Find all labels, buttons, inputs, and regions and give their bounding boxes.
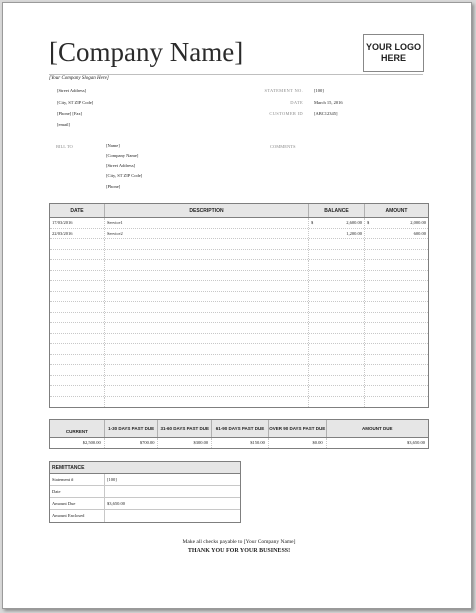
bill-to-city: [City, ST ZIP Code] [106,173,143,178]
aging-header [50,420,428,438]
empty-cell [50,271,105,281]
currency-symbol: $ [311,220,314,225]
remittance-row [50,474,240,486]
amount-due-value: $3,650.00 [407,440,426,445]
remittance-label: Date [50,486,105,497]
empty-cell [309,376,365,386]
row-date: 22/03/2016 [50,229,105,239]
thank-you-note: THANK YOU FOR YOUR BUSINESS! [187,548,291,554]
header-divider [49,74,423,75]
table-header [50,204,428,218]
balance-value: 2,600.00 [346,220,362,225]
empty-cell [365,323,428,333]
remittance-value[interactable] [105,510,107,522]
empty-cell [309,355,365,365]
empty-cell [105,313,309,323]
bill-to-company: [Company Name] [106,153,139,158]
company-name: [Company Name] [49,37,244,67]
row-balance [309,218,365,228]
empty-cell [365,260,428,270]
aging-over-90-header: OVER 90 DAYS PAST DUE [269,420,327,437]
table-row [50,344,428,355]
empty-cell [309,334,365,344]
empty-cell [309,271,365,281]
table-row [50,355,428,366]
table-row [50,376,428,387]
remittance-box [49,461,241,523]
remittance-row [50,510,240,522]
empty-cell [309,239,365,249]
empty-cell [365,292,428,302]
bill-to-street: [Street Address] [106,163,136,168]
empty-cell [50,281,105,291]
table-row [50,281,428,292]
statement-no-value: [100] [314,88,324,93]
empty-cell [105,376,309,386]
remittance-value[interactable] [105,486,107,497]
table-row [50,260,428,271]
empty-cell [309,323,365,333]
empty-cell [50,344,105,354]
aging-61-90-header: 61-90 DAYS PAST DUE [212,420,269,437]
empty-cell [50,386,105,396]
empty-cell [365,355,428,365]
table-row [50,397,428,408]
empty-cell [365,281,428,291]
remittance-label: Amount Enclosed [50,510,105,522]
empty-cell [50,313,105,323]
aging-values [50,438,428,448]
row-amount: 600.00 [413,230,426,236]
bill-to-phone: [Phone] [106,184,121,189]
empty-cell [105,292,309,302]
empty-cell [309,397,365,408]
remittance-value[interactable]: $3,650.00 [107,501,125,506]
empty-cell [105,281,309,291]
empty-cell [50,376,105,386]
empty-cell [50,355,105,365]
empty-cell [50,302,105,312]
table-row [50,302,428,313]
row-balance: 1,200.00 [309,229,365,239]
customer-id-value: [ABC12345] [314,111,338,116]
address-email: [email] [57,122,70,127]
empty-cell [365,271,428,281]
row-amount [365,218,428,228]
remittance-title: REMITTANCE [50,462,240,474]
customer-id-label: CUSTOMER ID [269,111,303,116]
row-description: Service2 [105,229,309,239]
row-date: 17/03/2016 [50,218,105,228]
table-row [50,313,428,324]
empty-cell [105,323,309,333]
amount-due-header: AMOUNT DUE [362,425,393,431]
company-slogan: [Your Company Slogan Here] [49,76,109,81]
line-items-table [49,203,429,408]
empty-cell [365,344,428,354]
empty-cell [365,250,428,260]
remittance-row [50,486,240,498]
payable-note: Make all checks payable to [Your Company Name] [182,539,296,545]
aging-over-90-value: $0.00 [269,438,327,448]
empty-cell [365,302,428,312]
remittance-value[interactable]: [100] [107,477,117,482]
bill-to-label: BILL TO [56,144,73,149]
empty-cell [365,397,428,408]
header-amount: AMOUNT [385,208,408,214]
table-row [50,239,428,250]
aging-31-60-value: $300.00 [158,438,212,448]
empty-cell [105,239,309,249]
aging-1-30-value: $700.00 [105,438,159,448]
empty-cell [365,386,428,396]
empty-cell [50,250,105,260]
header-description: DESCRIPTION [105,204,309,217]
empty-cell [309,344,365,354]
empty-cell [105,397,309,408]
empty-cell [50,334,105,344]
currency-symbol: $ [367,220,370,225]
empty-cell [309,302,365,312]
remittance-label: Amount Due [50,498,105,509]
empty-cell [105,260,309,270]
empty-cell [309,365,365,375]
empty-cell [309,292,365,302]
empty-cell [50,365,105,375]
address-city: [City, ST ZIP Code] [57,100,94,105]
table-row [50,250,428,261]
table-row [50,334,428,345]
empty-cell [365,239,428,249]
aging-31-60-header: 31-60 DAYS PAST DUE [158,420,212,437]
logo-placeholder: YOUR LOGO HERE [363,34,424,72]
empty-cell [50,239,105,249]
statement-no-label: STATEMENT NO. [264,88,303,93]
empty-cell [365,376,428,386]
empty-cell [309,281,365,291]
table-row [50,323,428,334]
empty-cell [365,334,428,344]
empty-cell [105,355,309,365]
aging-current-value: $2,500.00 [50,438,105,448]
remittance-row [50,498,240,510]
statement-page [2,2,472,609]
empty-cell [105,271,309,281]
table-row [50,218,428,229]
empty-cell [309,386,365,396]
table-row [50,229,428,240]
empty-cell [309,250,365,260]
empty-cell [309,313,365,323]
empty-cell [105,386,309,396]
row-description: Service1 [105,218,309,228]
address-phone: [Phone] [Fax] [57,111,83,116]
table-row [50,386,428,397]
address-street: [Street Address] [57,88,87,93]
remittance-label: Statement # [50,474,105,485]
table-row [50,271,428,282]
empty-cell [365,365,428,375]
date-label: DATE [290,100,303,105]
aging-61-90-value: $150.00 [212,438,269,448]
header-balance: BALANCE [309,204,365,217]
empty-cell [105,334,309,344]
blank-rows [50,239,428,407]
empty-cell [50,323,105,333]
date-value: March 15, 2016 [314,100,343,105]
comments-label: COMMENTS [270,144,296,149]
empty-cell [309,260,365,270]
aging-current-header: CURRENT [50,420,105,437]
amount-value: 2,000.00 [410,220,426,225]
empty-cell [50,260,105,270]
bill-to-name: [Name] [106,143,120,148]
empty-cell [50,397,105,408]
table-row [50,365,428,376]
empty-cell [105,344,309,354]
aging-1-30-header: 1-30 DAYS PAST DUE [105,420,159,437]
empty-cell [105,250,309,260]
empty-cell [50,292,105,302]
table-row [50,292,428,303]
aging-summary [49,419,429,449]
empty-cell [105,302,309,312]
empty-cell [365,313,428,323]
header-date: DATE [50,204,105,217]
empty-cell [105,365,309,375]
